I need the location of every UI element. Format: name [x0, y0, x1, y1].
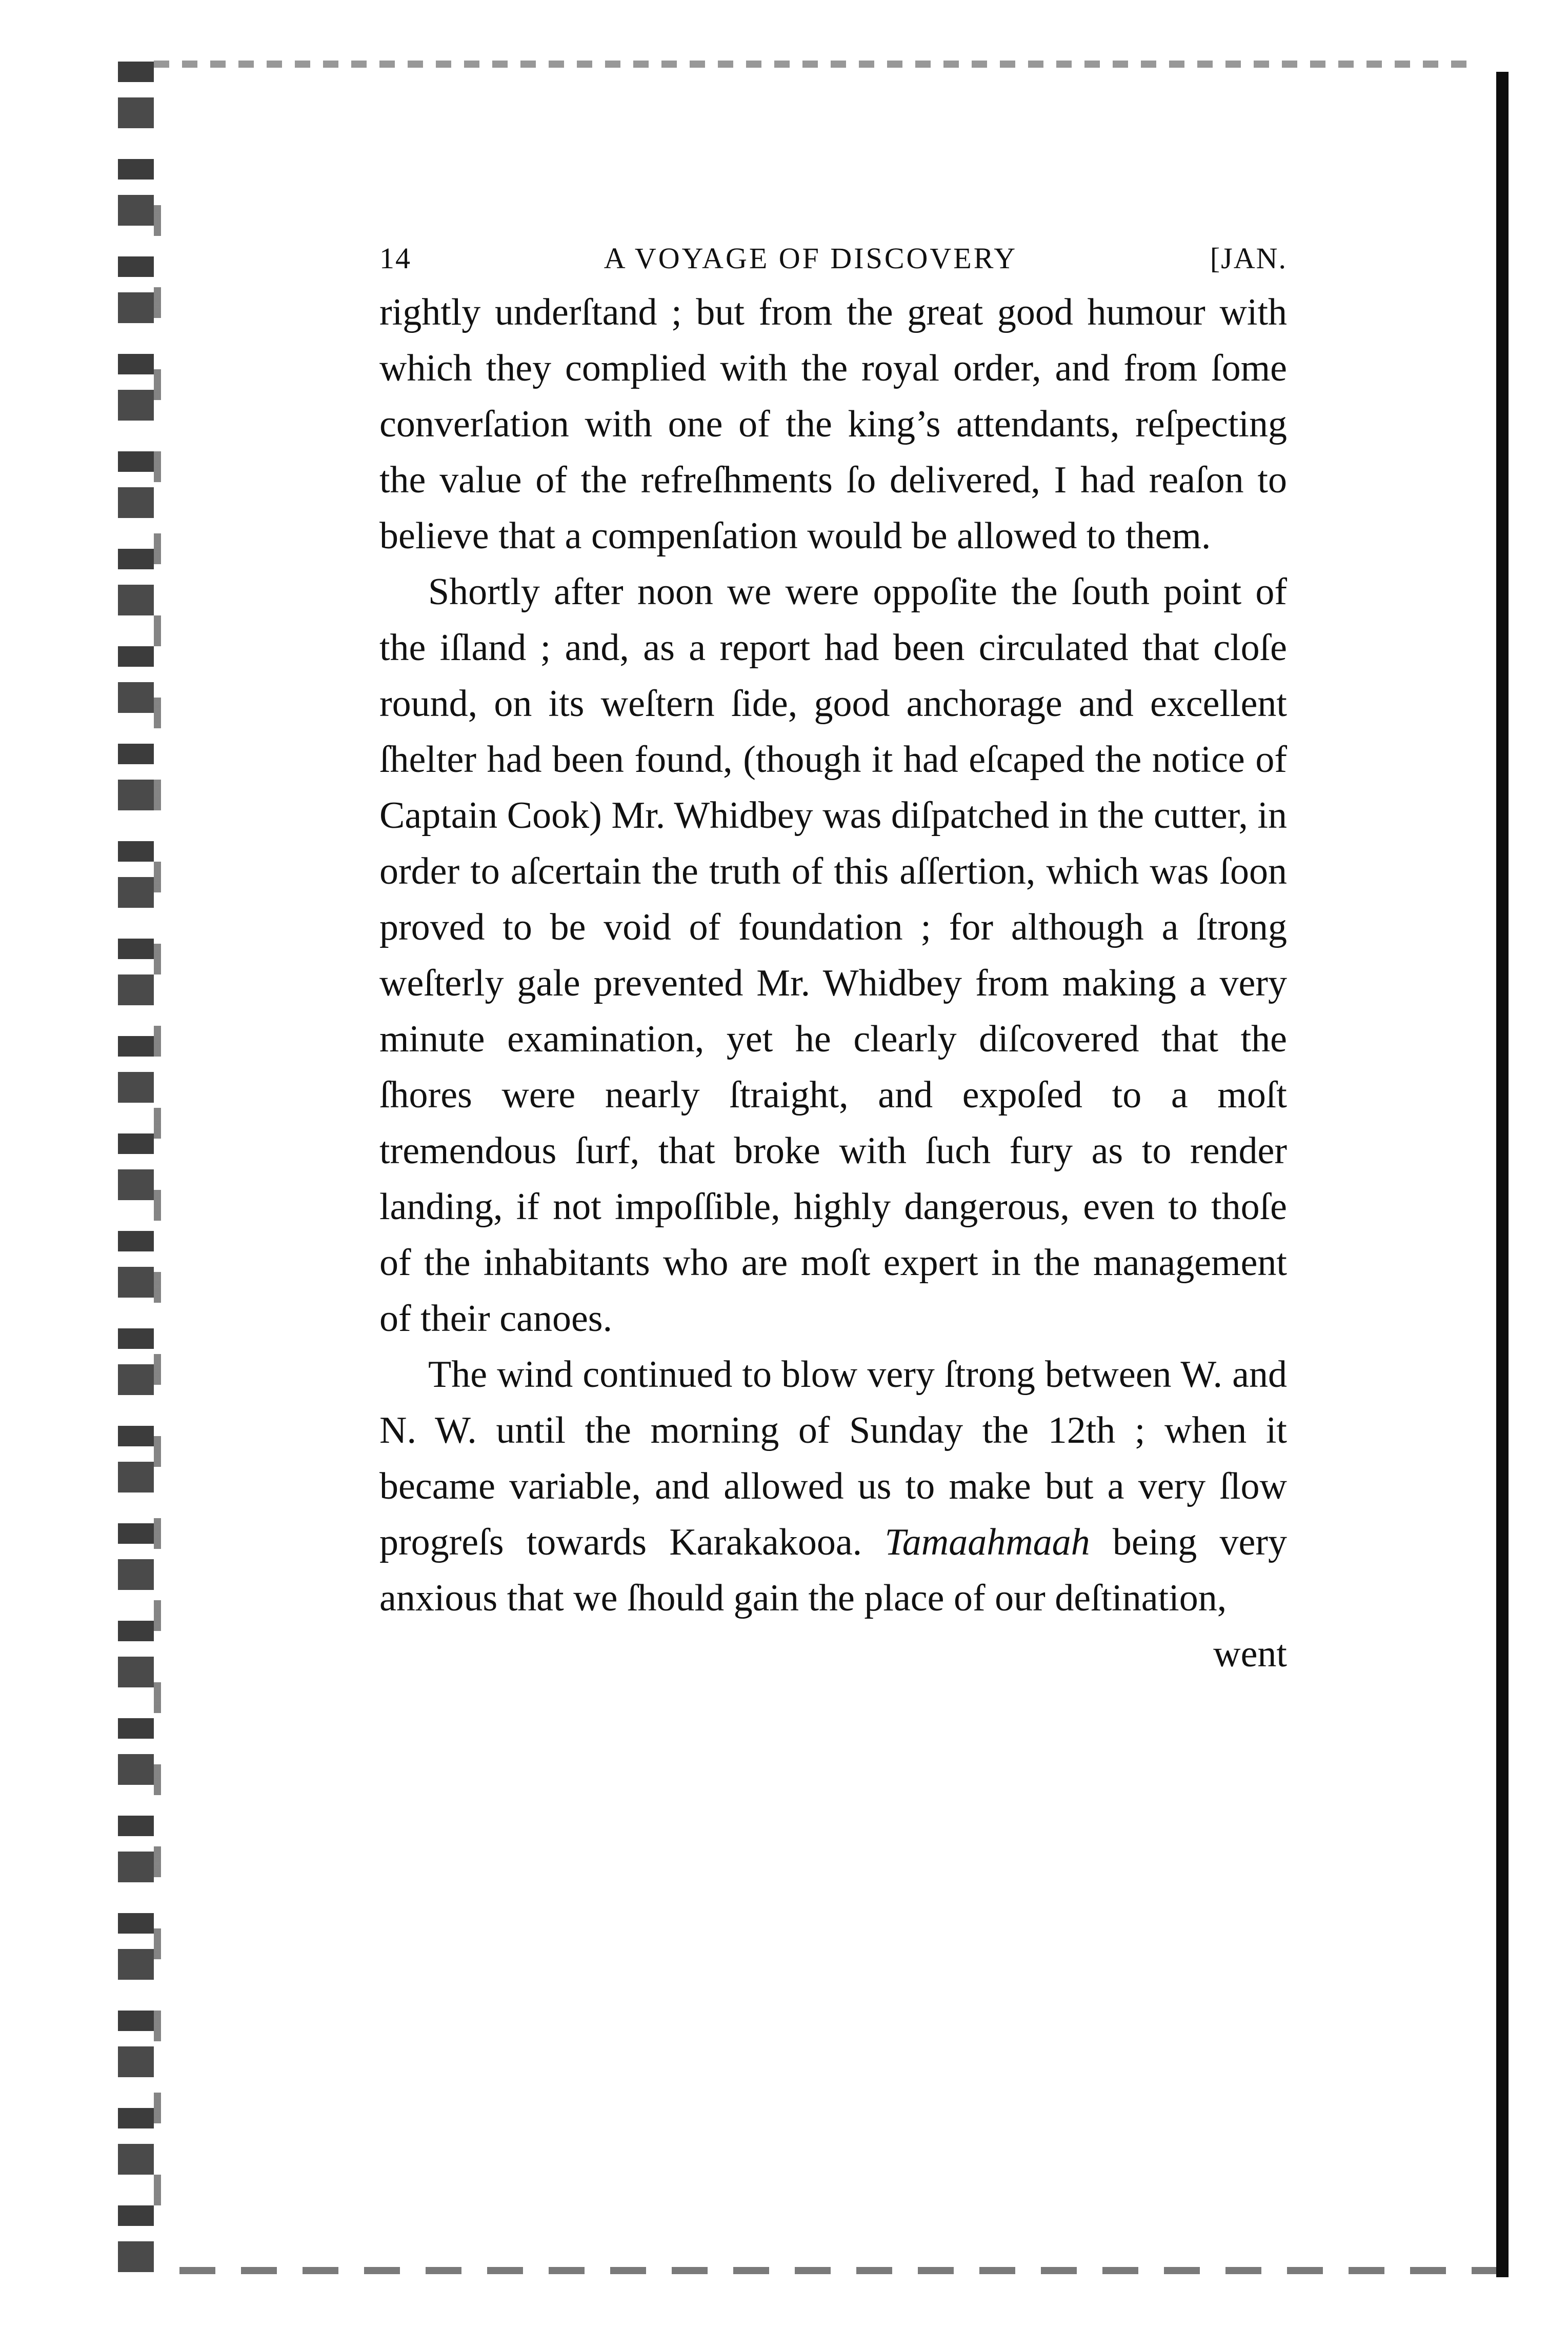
scan-top-edge [154, 61, 1466, 68]
paragraph-1: rightly underſtand ; but from the great good humour with which they complied with the royal order, and from ſome converſation with one of the king’s attendants, reſpecting the value of the refreſhments ſo delivered, I had reaſon to believe that a compenſation would be allowed to them. [379, 291, 1287, 557]
book-page [379, 241, 1287, 1682]
paragraph-3-italic-name: Tamaahmaah [884, 1521, 1090, 1563]
scan-right-edge [1496, 72, 1509, 2277]
section-mark: [JAN. [1210, 242, 1287, 275]
running-title: A VOYAGE OF DISCOVERY [604, 242, 1018, 275]
paragraph-3 [379, 1347, 1287, 1626]
running-head [379, 241, 1287, 275]
paragraph-3-text-b: being very anxious that we ſhould gain the place of our deſtination, [379, 1521, 1287, 1619]
scan-bottom-edge [179, 2267, 1513, 2274]
scan-binding-shadow-inner [154, 205, 161, 2205]
catchword: went [1213, 1633, 1287, 1675]
scan-binding-shadow [118, 62, 154, 2287]
paragraph-2: Shortly after noon we were oppoſite the ſouth point of the iſland ; and, as a report had been circulated that cloſe round, on its weſtern ſide, good anchorage and excellent ſhelter had been found, (though it had eſcaped the notice of Captain Cook) Mr. Whidbey was diſpatched in the cutter, in order to aſcertain the truth of this aſſertion, which was ſoon proved to be void of foundation ; for although a ſtrong weſterly gale prevented Mr. Whidbey from making a very minute examination, yet he clearly diſcovered that the ſhores were nearly ſtraight, and expoſed to a moſt tremendous ſurf, that broke with ſuch fury as to render landing, if not impoſſible, highly dangerous, even to thoſe of the inhabitants who are moſt expert in the management of their canoes. [379, 571, 1287, 1340]
paragraph-3-text-a: The wind continued to blow very ſtrong between W. and N. W. until the morning of Sunday the 12th ; when it became variable, and allowed us to make but a very ſlow progreſs towards Karakakooa. [379, 1354, 1287, 1563]
page-number: 14 [379, 242, 411, 275]
